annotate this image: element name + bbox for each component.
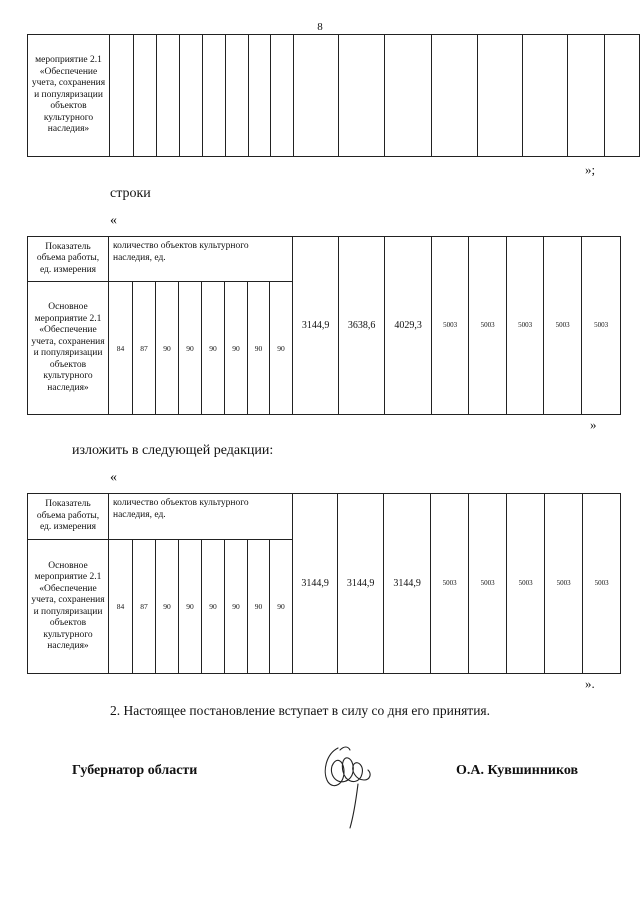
table-3-amount-1: 3144,9: [293, 494, 338, 674]
table-2-fixed-5: 5003: [582, 237, 621, 415]
table-2-count-4: 90: [179, 282, 202, 415]
table-3-count-1: 84: [109, 540, 133, 674]
closing-quote-2: »: [590, 417, 597, 432]
table-2-old: [27, 236, 621, 415]
page-number: 8: [317, 21, 323, 33]
table-3-count-3: 90: [156, 540, 179, 674]
closing-quote-3: ».: [585, 676, 595, 691]
table-3-amount-3: 3144,9: [384, 494, 431, 674]
paragraph-2: 2. Настоящее постановление вступает в силу со дня его принятия.: [110, 703, 491, 718]
table-3-row-label: Основное мероприятие 2.1 «Обеспечение учета, сохранения и популяризации объектов культурного наследия»: [28, 540, 109, 674]
table-3-count-5: 90: [202, 540, 225, 674]
table-3-count-6: 90: [225, 540, 248, 674]
table-2-amount-1: 3144,9: [293, 237, 339, 415]
table-3-header-label: Показатель объема работы, ед. измерения: [28, 494, 109, 540]
phrase-rows: строки: [110, 186, 151, 201]
table-2-fixed-1: 5003: [432, 237, 469, 415]
open-quote-2: «: [110, 470, 117, 485]
table-2-count-7: 90: [248, 282, 270, 415]
table-2-amount-3: 4029,3: [385, 237, 432, 415]
table-2-fixed-3: 5003: [507, 237, 544, 415]
table-2-fixed-2: 5003: [469, 237, 507, 415]
table-3-fixed-5: 5003: [583, 494, 621, 674]
table-2-fixed-4: 5003: [544, 237, 582, 415]
table-2-count-1: 84: [109, 282, 133, 415]
table-2-count-2: 87: [133, 282, 156, 415]
table-3-fixed-3: 5003: [507, 494, 545, 674]
table-3-count-8: 90: [270, 540, 293, 674]
table-3-fixed-1: 5003: [431, 494, 469, 674]
table-2-count-5: 90: [202, 282, 225, 415]
table-3-new: [27, 493, 621, 674]
table-2-count-3: 90: [156, 282, 179, 415]
table-2-count-6: 90: [225, 282, 248, 415]
table-3-header-value: количество объектов культурного наследия, ед.: [109, 494, 293, 540]
open-quote-1: «: [110, 213, 117, 228]
table-2-count-8: 90: [270, 282, 293, 415]
table-2-header-value: количество объектов культурного наследия, ед.: [109, 237, 293, 282]
phrase-new-edition: изложить в следующей редакции:: [72, 443, 274, 458]
table-3-count-7: 90: [248, 540, 270, 674]
handwritten-signature: [318, 740, 376, 835]
table-3-count-4: 90: [179, 540, 202, 674]
table-2-header-label: Показатель объема работы, ед. измерения: [28, 237, 109, 282]
signature-title: Губернатор области: [72, 763, 198, 778]
table-3-count-2: 87: [133, 540, 156, 674]
table-3-fixed-4: 5003: [545, 494, 583, 674]
signature-name: О.А. Кувшинников: [456, 763, 579, 778]
table-2-amount-2: 3638,6: [339, 237, 385, 415]
table-2-row-label: Основное мероприятие 2.1 «Обеспечение учета, сохранения и популяризации объектов культурного наследия»: [28, 282, 109, 415]
table-3-fixed-2: 5003: [469, 494, 507, 674]
closing-quote-1: »;: [585, 162, 596, 177]
table-1-row-label: мероприятие 2.1 «Обеспечение учета, сохранения и популяризации объектов культурного наследия»: [28, 35, 110, 157]
table-1-fragment: [27, 34, 640, 157]
table-3-amount-2: 3144,9: [338, 494, 384, 674]
